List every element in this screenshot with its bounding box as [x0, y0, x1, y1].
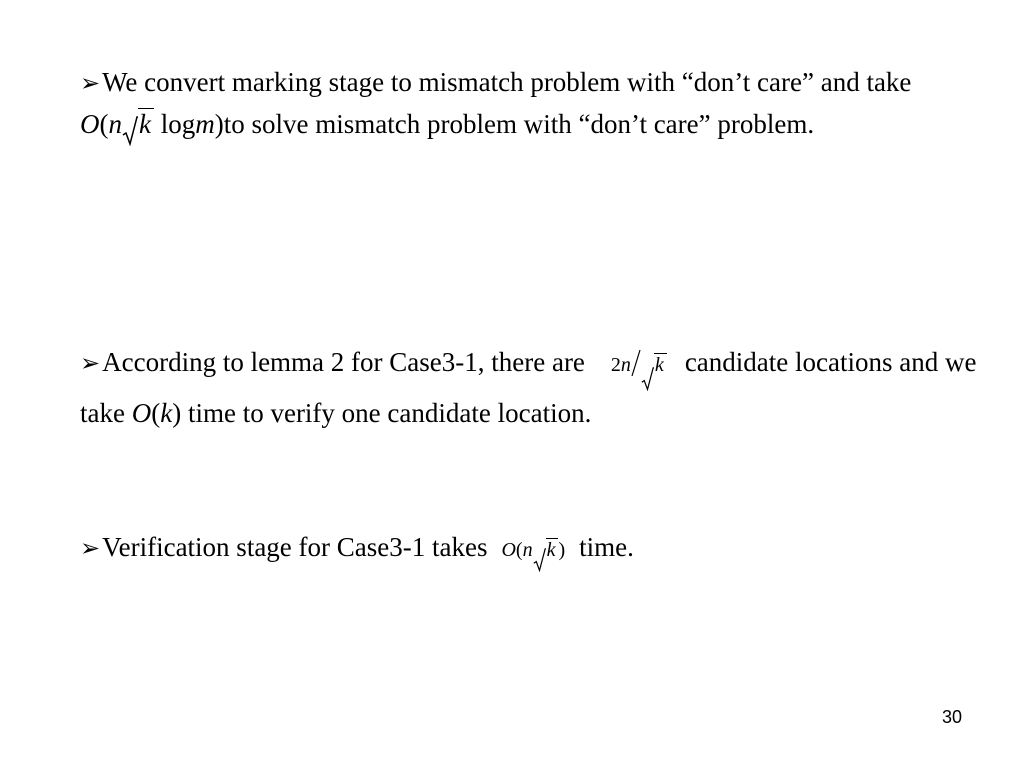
bullet-1-text-before: We convert marking stage to mismatch problem with “don’t care” and take [102, 67, 912, 97]
fraction-slash-icon [631, 349, 641, 377]
bullet-3-text-after: time. [579, 532, 634, 562]
bullet-arrow-icon: ➢ [80, 536, 101, 562]
sqrt-symbol-icon: k [122, 104, 154, 144]
formula-2n-over-sqrt-k: 2n k [611, 354, 667, 376]
bullet-arrow-icon: ➢ [80, 71, 101, 97]
formula-o-n-sqrt-k-log-m: O(n k logm) [80, 109, 224, 139]
bullet-1-text-after: to solve mismatch problem with “don’t care” problem. [223, 109, 815, 139]
page-number: 30 [941, 707, 962, 727]
formula-o-n-sqrt-k: O(n k ) [501, 539, 565, 561]
formula-o-k: O(k) [131, 398, 182, 428]
bullet-3 [80, 527, 980, 570]
bullet-2 [80, 338, 980, 437]
bullet-2-text-before: According to lemma 2 for Case3-1, there are [102, 347, 585, 377]
bullet-2-text-after: time to verify one candidate location. [187, 398, 592, 428]
sqrt-symbol-icon: k [641, 341, 667, 389]
bullet-2-text-middle: candidate locations and we take [80, 347, 977, 428]
sqrt-symbol-icon: k [533, 530, 559, 570]
bullet-3-text-before: Verification stage for Case3-1 takes [102, 532, 488, 562]
bullet-1 [80, 62, 980, 144]
bullet-arrow-icon: ➢ [80, 351, 101, 377]
